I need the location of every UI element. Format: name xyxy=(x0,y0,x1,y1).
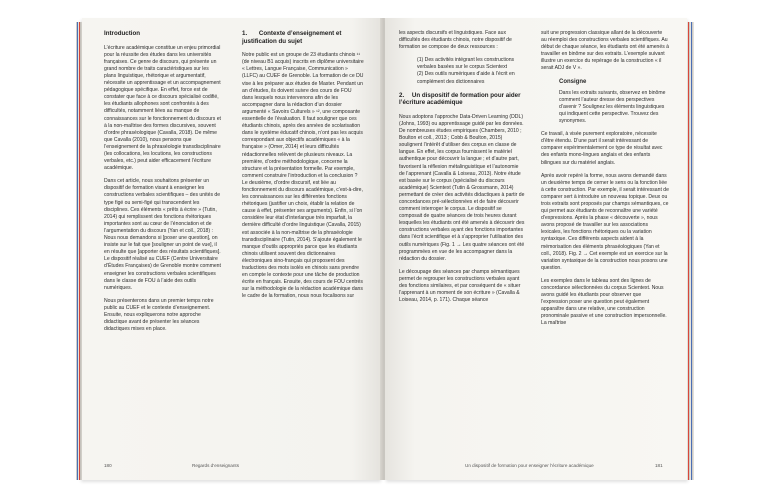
consigne-text: Dans les extraits suivants, observez en binôme comment l’auteur dresse des perspectives d’avenir ? Soulignez les éléments linguistiques qui indiquent cette perspective. Trouvez des synonymes. xyxy=(559,89,666,125)
section-number: 2. xyxy=(399,91,405,99)
resource-list xyxy=(399,57,525,85)
paragraph: Dans cet article, nous souhaitons présenter un dispositif de formation visant à enseigner les constructions verbales scientifiques – des unités de type figé ou semi-figé qui transcendent les disciplines. Ces éléments « prêts à écrire » (Tutin, 2014) qui remplissent des fonctions rhétoriques importantes sont au cœur de l’énonciation et de l’argumentation du discours (Yan et coll., 2018) : Nous nous demandons si [poser une question], on insiste sur le fait que [souligner un point de vue], il en résulte que [apporter des résultats scientifiques]. Le dispositif réalisé au CUEF (Centre Universitaire d’Études Françaises) de Grenoble montre comment enseigner les constructions verbales scientifiques dans le classe de FOU à l’aide des outils numériques. xyxy=(104,178,221,291)
right-column-2 xyxy=(541,30,669,334)
section-heading xyxy=(399,92,525,107)
list-item: (2) Des outils numériques d’aide à l’écrit en complément des dictionnaires xyxy=(417,71,515,85)
paragraph: Nous présenterons dans un premier temps notre public au CUEF et le contexte d’enseignement. Ensuite, nous expliquerons notre approche didactique avant de présenter les séances didactiques mises en place. xyxy=(104,297,214,333)
left-column-1 xyxy=(104,30,222,339)
section-title: Contexte d’enseignement et justification du sujet xyxy=(242,30,342,45)
paragraph: Après avoir repéré la forme, nous avons demandé dans un deuxième temps de cerner le sens ou la fonction liée à cette construction. Par exemple, il serait intéressant de comparer sert à introduire un nouveau topique. Deux ou trois extraits sont proposés par champs sémantiques, ce qui permet aux étudiants de reconnaître une variété d’expressions. Après la phase « découverte », nous avons proposé de travailler sur les associations lexicales, les fonctions rhétoriques ou la variation syntaxique. Ces différents aspects aident à la mémorisation des éléments phraséologiques (Yan et coll., 2018). Fig. 2 → Cet exemple est un exercice sur la variation syntaxique de la construction nous posons une question. xyxy=(541,172,669,271)
left-page xyxy=(82,18,382,480)
right-page-number: 181 xyxy=(655,463,663,468)
right-running-title: Un dispositif de formation pour enseigner l’écriture académique xyxy=(465,463,594,468)
list-item: (1) Des activités intégrant les constructions verbales basées sur le corpus Scientext xyxy=(417,57,515,71)
paragraph: Le découpage des séances par champs sémantiques permet de regrouper les constructions verbales ayant des fonctions similaires, et par conséquent de « situer l’apprenant à un moment de son écriture » (Cavalla & Loiseau, 2014, p. 171). Chaque séance xyxy=(399,268,521,304)
book-spread xyxy=(82,18,687,480)
left-column-2 xyxy=(242,30,364,306)
paragraph: suit une progression classique allant de la découverte au réemploi des constructions verbales scientifiques. Au début de chaque séance, les étudiants ont été amenés à travailler en binôme sur des extraits. L’exemple suivant illustre un exercice du repérage de la construction « il serait ADJ de V ». xyxy=(541,30,670,72)
paragraph: Ce travail, à visée purement exploratoire, nécessite d’être étendu. D’une part il serait intéressant de comparer expérimentalement ce type de résultat avec des enfants mono-lingues anglais et des enfants bilingues sur du matériel anglais. xyxy=(541,131,663,166)
paragraph: Notre public est un groupe de 23 étudiants chinois ¹¹ (de niveau B1 acquis) inscrits en diplôme universitaire « Lettres, Langue Française, Communication » (LLFC) au CUEF de Grenoble. La formation de ce DU vise à les préparer aux études de Master. Pendant un an d’études, ils doivent suivre des cours de FOU dans lesquels nous intervenons afin de les accompagner dans la rédaction d’un dossier argumenté « Savoirs Culturels » ¹², une composante essentielle de l’évaluation. Il faut souligner que ces étudiants chinois, après des années de scolarisation dans le système éducatif chinois, n’ont pas les acquis correspondant aux objectifs académiques « à la française » (Omer, 2014) et leurs difficultés rédactionnelles relèvent de plusieurs niveaux. La première, d’ordre méthodologique, concerne la structure et la présentation formelle. Par exemple, comment construire l’introduction et la conclusion ? Le deuxième, d’ordre discursif, est liée au fonctionnement du discours académique, c’est-à-dire, les connaissances sur les différentes fonctions rhétoriques (justifier un choix, établir la relation de cause à effet, présenter ses arguments). Enfin, si l’on considère leur état d’interlangue très imparfait, la dernière difficulté d’ordre linguistique (Cavalla, 2015) est associée à la non-maîtrise de la phraséologie transdisciplinaire (Tutin, 2014). S’ajoute également le manque d’outils appropriés parce que les étudiants chinois utilisent souvent des dictionnaires électroniques sino-français qui proposent des traductions des mots isolés en chinois sans prendre en compte le contexte pour une tâche de production écrite en français. Ensuite, des cours de FOU centrés sur la méthodologie de la rédaction académique dans le cadre de la formation, nous nous focalisons sur xyxy=(242,52,364,300)
paragraph: Nous adoptons l’approche Data-Driven Learning (DDL) (Johns, 1993) ou apprentissage guidé par les données. De nombreuses études empiriques (Chambers, 2010 ; Boulton et coll., 2013 ; Cobb & Boulton, 2015) soulignent l’intérêt d’utiliser des corpus en classe de langue. En effet, les corpus fournissent le matériel authentique pour découvrir la langue ; et d’autre part, favorisent la réflexion métalinguistique et l’autonomie de l’apprenant (Cavalla & Loiseau, 2013). Notre étude est basée sur le corpus (spécialisé du discours académique) Scientext (Tutin & Grossmann, 2014) permettant de créer des activités didactiques à partir de concordances pré-sélectionnées et de faire découvrir comment interroger le corpus. Le dispositif se composait de quatre séances de trois heures durant lesquelles les étudiants ont été amenés à découvrir des constructions verbales ayant des fonctions importantes dans l’écrit scientifique et à s’approprier l’utilisation des outils numériques (Fig. 1 → Les quatre séances ont été programmées en vue de les accompagner dans la rédaction du dossier. xyxy=(399,113,525,262)
left-running-title: Regards d’enseignants xyxy=(192,463,239,468)
right-page xyxy=(385,18,687,480)
section-title: Un dispositif de formation pour aider l’écriture académique xyxy=(399,91,521,107)
page-edges-right xyxy=(687,22,694,480)
paragraph: Les exemples dans le tableau sont des lignes de concordance sélectionnées du corpus Scientext. Nous avons guidé les étudiants pour observer que l’expression poser une question peut également apparaître dans une relative, une construction pronominale passive et une construction impersonnelle. La maîtrise xyxy=(541,277,667,327)
section-number: 1. xyxy=(242,30,248,37)
section-heading xyxy=(242,30,364,45)
consigne-heading: Consigne xyxy=(559,78,587,85)
section-heading: Introduction xyxy=(104,30,141,37)
right-column-1 xyxy=(399,30,525,310)
paragraph: les aspects discursifs et linguistiques. Face aux difficultés des étudiants chinois, notre dispositif de formation se compose de deux ressources : xyxy=(399,30,512,51)
left-page-number: 180 xyxy=(104,463,112,468)
paragraph: L’écriture académique constitue un enjeu primordial pour la réussite des études dans les universités françaises. Ce genre de discours, qui présente un grand nombre de traits caractéristiques sur les plans linguistique, rhétorique et argumentatif, nécessite un apprentissage et un accompagnement pédagogique spécifique. En effet, force est de constater que face à ce discours spécialisé codifié, les étudiants allophones sont confrontés à des difficultés, notamment liées au manque de connaissances sur le fonctionnement du discours et à la non-maîtrise des formes discursives, souvent d’ordre phraséologique (Cavalla, 2018). De même que Cavalla (2010), nous pensons que l’enseignement de la phraséologie transdisciplinaire (les collocations, les locutions, les constructions verbales, etc.) peut aider efficacement l’écriture académique. xyxy=(104,44,221,172)
